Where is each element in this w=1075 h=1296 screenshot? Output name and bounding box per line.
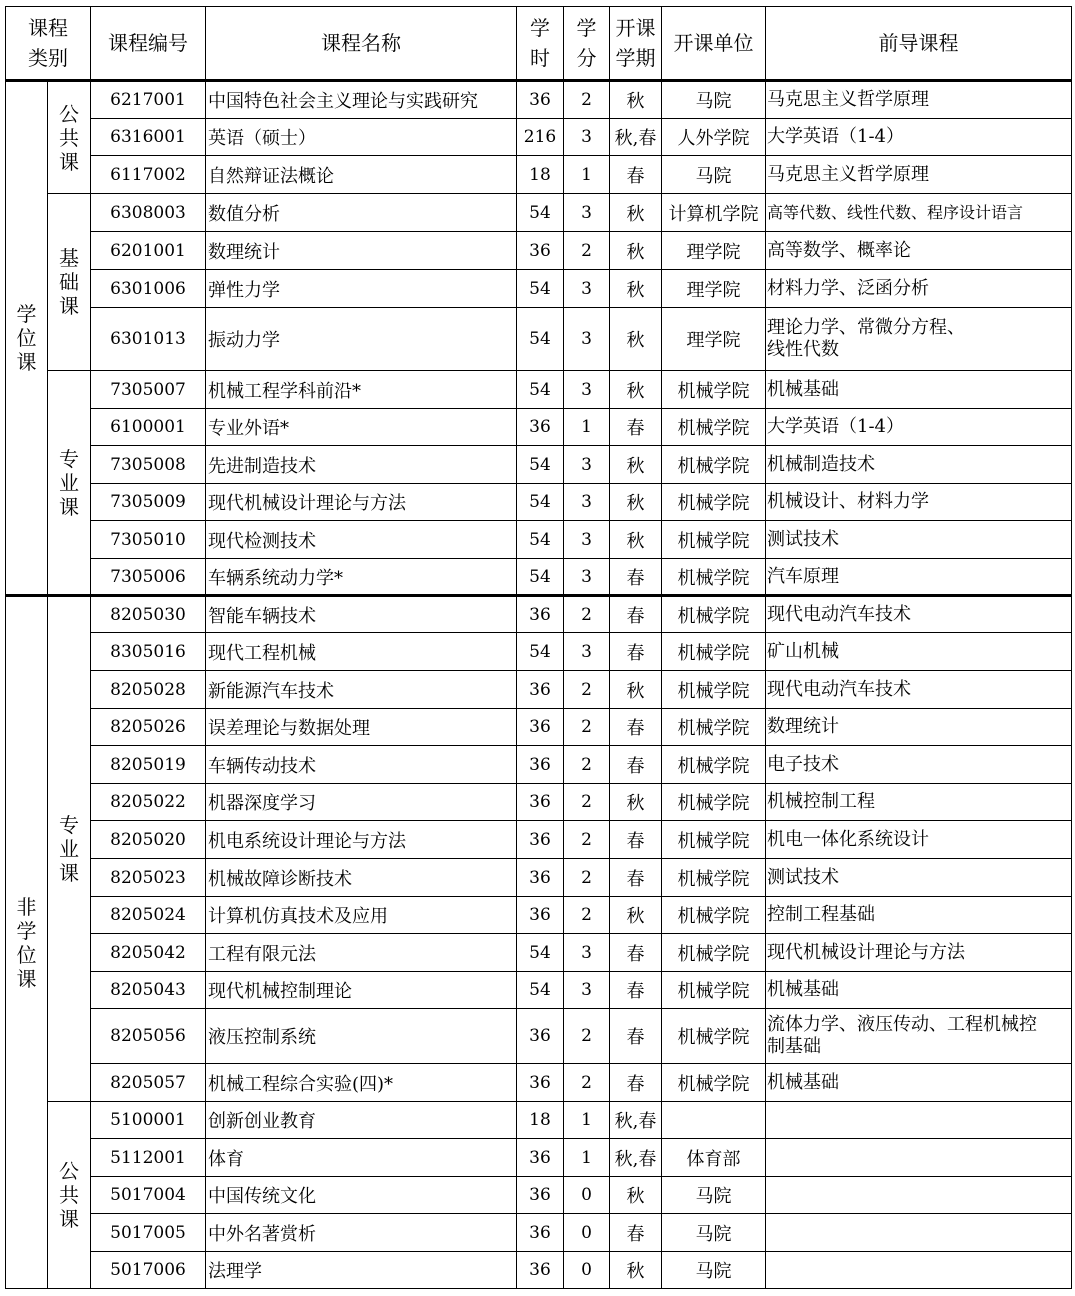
term-cell: 秋 [610,484,662,521]
course-code-cell: 8205042 [91,934,206,972]
course-name-cell: 误差理论与数据处理 [206,709,517,746]
credits-cell: 3 [564,484,610,521]
prereq-cell: 测试技术 [766,859,1072,897]
unit-cell: 机械学院 [662,633,766,671]
table-row [6,784,1072,821]
subcategory-major-degree-label: 专业课 [59,446,79,519]
credits-cell: 3 [564,308,610,371]
table-row [6,746,1072,784]
unit-cell: 机械学院 [662,371,766,409]
term-cell: 春 [610,1009,662,1064]
course-name-cell: 英语（硕士） [206,119,517,156]
course-code-cell: 5112001 [91,1139,206,1177]
hours-cell: 54 [517,633,564,671]
prereq-line2: 线性代数 [767,339,839,360]
course-code-cell: 7305008 [91,446,206,484]
header-credits [564,7,610,81]
course-code-cell: 7305007 [91,371,206,409]
table-row [6,596,1072,633]
course-code-cell: 8205028 [91,671,206,709]
category-degree [6,81,48,596]
category-non-degree [6,596,48,1289]
hours-cell: 36 [517,784,564,821]
hours-cell: 54 [517,559,564,596]
credits-cell: 3 [564,521,610,559]
course-code-cell: 6301006 [91,270,206,308]
course-name-cell: 创新创业教育 [206,1102,517,1139]
header-code: 课程编号 [91,7,206,81]
course-code-cell: 8305016 [91,633,206,671]
prereq-cell [766,1009,1072,1064]
unit-cell: 机械学院 [662,1009,766,1064]
course-code-cell: 8205019 [91,746,206,784]
prereq-line2: 制基础 [767,1036,821,1057]
prereq-line1: 流体力学、液压传动、工程机械控 [767,1014,1037,1035]
hours-cell: 36 [517,1009,564,1064]
credits-cell: 2 [564,897,610,934]
header-category-line1: 课程 [28,16,68,40]
prereq-cell [766,1177,1072,1214]
course-code-cell: 6100001 [91,409,206,446]
prereq-cell [766,1214,1072,1252]
course-code-cell: 8205043 [91,972,206,1009]
prereq-cell: 马克思主义哲学原理 [766,156,1072,194]
header-hours-line2: 时 [530,46,550,70]
unit-cell: 机械学院 [662,934,766,972]
course-name-cell: 车辆传动技术 [206,746,517,784]
subcategory-public-degree-label: 公共课 [59,101,79,174]
course-code-cell: 8205023 [91,859,206,897]
course-name-cell: 现代机械设计理论与方法 [206,484,517,521]
header-credits-line2: 分 [576,46,597,70]
hours-cell: 54 [517,521,564,559]
course-code-cell: 7305009 [91,484,206,521]
hours-cell: 36 [517,1139,564,1177]
prereq-cell: 测试技术 [766,521,1072,559]
table-row [6,156,1072,194]
course-name-cell: 现代机械控制理论 [206,972,517,1009]
term-cell: 春 [610,709,662,746]
course-code-cell: 6301013 [91,308,206,371]
prereq-cell: 数理统计 [766,709,1072,746]
term-cell: 春 [610,934,662,972]
course-table-container [5,6,1072,1289]
term-cell: 秋 [610,232,662,270]
course-name-cell: 液压控制系统 [206,1009,517,1064]
prereq-cell: 电子技术 [766,746,1072,784]
subcategory-basic [48,194,91,371]
unit-cell: 机械学院 [662,521,766,559]
category-non-degree-label: 非学位课 [16,894,37,991]
unit-cell [662,1102,766,1139]
credits-cell: 3 [564,934,610,972]
course-code-cell: 7305010 [91,521,206,559]
credits-cell: 0 [564,1252,610,1289]
prereq-cell [766,1252,1072,1289]
prereq-cell: 高等代数、线性代数、程序设计语言 [766,194,1072,232]
course-name-cell: 专业外语* [206,409,517,446]
prereq-cell [766,1102,1072,1139]
unit-cell: 计算机学院 [662,194,766,232]
course-name-cell: 计算机仿真技术及应用 [206,897,517,934]
table-row [6,1252,1072,1289]
header-category-line2: 类别 [28,46,68,70]
prereq-cell: 现代电动汽车技术 [766,671,1072,709]
table-row [6,709,1072,746]
unit-cell: 机械学院 [662,859,766,897]
course-name-cell: 中国传统文化 [206,1177,517,1214]
term-cell: 秋 [610,270,662,308]
table-row [6,1009,1072,1064]
header-unit: 开课单位 [662,7,766,81]
unit-cell: 理学院 [662,232,766,270]
prereq-cell: 大学英语（1-4） [766,409,1072,446]
course-code-cell: 8205022 [91,784,206,821]
hours-cell: 54 [517,484,564,521]
table-row [6,371,1072,409]
credits-cell: 1 [564,409,610,446]
table-row [6,1214,1072,1252]
course-name-cell: 工程有限元法 [206,934,517,972]
unit-cell: 体育部 [662,1139,766,1177]
prereq-cell [766,308,1072,371]
course-code-cell: 5017005 [91,1214,206,1252]
credits-cell: 3 [564,119,610,156]
term-cell: 春 [610,559,662,596]
term-cell: 春 [610,409,662,446]
unit-cell: 机械学院 [662,972,766,1009]
unit-cell: 马院 [662,1214,766,1252]
hours-cell: 54 [517,308,564,371]
course-name-cell: 数值分析 [206,194,517,232]
hours-cell: 18 [517,156,564,194]
table-row [6,1177,1072,1214]
term-cell: 秋 [610,784,662,821]
table-row [6,1139,1072,1177]
unit-cell: 马院 [662,1252,766,1289]
header-row [6,7,1072,81]
unit-cell: 机械学院 [662,559,766,596]
hours-cell: 36 [517,859,564,897]
credits-cell: 2 [564,746,610,784]
unit-cell: 机械学院 [662,409,766,446]
header-name: 课程名称 [206,7,517,81]
hours-cell: 18 [517,1102,564,1139]
course-name-cell: 新能源汽车技术 [206,671,517,709]
table-row [6,409,1072,446]
subcategory-public-non-degree-label: 公共课 [59,1159,79,1231]
term-cell: 春 [610,859,662,897]
hours-cell: 36 [517,81,564,119]
header-hours-line1: 学 [530,16,550,40]
table-row [6,446,1072,484]
course-code-cell: 8205057 [91,1064,206,1102]
course-name-cell: 体育 [206,1139,517,1177]
hours-cell: 54 [517,972,564,1009]
prereq-cell: 控制工程基础 [766,897,1072,934]
credits-cell: 3 [564,633,610,671]
credits-cell: 1 [564,156,610,194]
credits-cell: 3 [564,194,610,232]
term-cell: 秋 [610,194,662,232]
course-code-cell: 6217001 [91,81,206,119]
prereq-line1: 理论力学、常微分方程、 [767,317,965,338]
prereq-cell: 材料力学、泛函分析 [766,270,1072,308]
prereq-cell: 机械基础 [766,972,1072,1009]
header-term-line1: 开课 [615,16,656,40]
header-hours [517,7,564,81]
table-row [6,934,1072,972]
table-row [6,559,1072,596]
term-cell: 春 [610,633,662,671]
term-cell: 秋 [610,81,662,119]
unit-cell: 马院 [662,1177,766,1214]
hours-cell: 36 [517,746,564,784]
term-cell: 秋,春 [610,1102,662,1139]
course-name-cell: 现代检测技术 [206,521,517,559]
term-cell: 秋 [610,1252,662,1289]
header-term-line2: 学期 [615,46,656,70]
table-row [6,821,1072,859]
course-code-cell: 8205026 [91,709,206,746]
hours-cell: 36 [517,1177,564,1214]
hours-cell: 36 [517,709,564,746]
course-name-cell: 机械故障诊断技术 [206,859,517,897]
credits-cell: 0 [564,1177,610,1214]
hours-cell: 36 [517,1214,564,1252]
prereq-cell: 大学英语（1-4） [766,119,1072,156]
term-cell: 秋,春 [610,119,662,156]
course-code-cell: 6201001 [91,232,206,270]
hours-cell: 54 [517,934,564,972]
prereq-cell: 汽车原理 [766,559,1072,596]
unit-cell: 马院 [662,81,766,119]
credits-cell: 2 [564,671,610,709]
course-code-cell: 5017006 [91,1252,206,1289]
table-row [6,633,1072,671]
hours-cell: 36 [517,897,564,934]
subcategory-major-non-degree-label: 专业课 [59,813,79,885]
hours-cell: 36 [517,596,564,633]
subcategory-public-degree [48,81,91,194]
course-name-cell: 中外名著赏析 [206,1214,517,1252]
hours-cell: 36 [517,821,564,859]
table-row [6,232,1072,270]
unit-cell: 机械学院 [662,821,766,859]
hours-cell: 36 [517,1064,564,1102]
prereq-cell: 机械控制工程 [766,784,1072,821]
credits-cell: 2 [564,709,610,746]
term-cell: 秋 [610,897,662,934]
table-row [6,1102,1072,1139]
unit-cell: 理学院 [662,270,766,308]
course-name-cell: 法理学 [206,1252,517,1289]
course-code-cell: 7305006 [91,559,206,596]
unit-cell: 机械学院 [662,746,766,784]
subcategory-major-degree [48,371,91,596]
course-code-cell: 8205020 [91,821,206,859]
term-cell: 秋 [610,521,662,559]
course-name-cell: 车辆系统动力学* [206,559,517,596]
term-cell: 春 [610,596,662,633]
subcategory-basic-label: 基础课 [59,246,79,318]
table-row [6,270,1072,308]
header-prereq: 前导课程 [766,7,1072,81]
hours-cell: 36 [517,1252,564,1289]
hours-cell: 54 [517,194,564,232]
hours-cell: 54 [517,270,564,308]
credits-cell: 3 [564,559,610,596]
subcategory-major-non-degree [48,596,91,1102]
credits-cell: 2 [564,1064,610,1102]
prereq-cell: 机械基础 [766,371,1072,409]
unit-cell: 理学院 [662,308,766,371]
category-degree-label: 学位课 [16,302,37,374]
prereq-cell: 马克思主义哲学原理 [766,81,1072,119]
unit-cell: 机械学院 [662,897,766,934]
hours-cell: 216 [517,119,564,156]
course-name-cell: 数理统计 [206,232,517,270]
credits-cell: 2 [564,232,610,270]
unit-cell: 机械学院 [662,784,766,821]
course-code-cell: 6117002 [91,156,206,194]
prereq-cell: 现代机械设计理论与方法 [766,934,1072,972]
course-code-cell: 6316001 [91,119,206,156]
credits-cell: 3 [564,972,610,1009]
table-row [6,859,1072,897]
term-cell: 春 [610,821,662,859]
credits-cell: 2 [564,596,610,633]
header-credits-line1: 学 [576,16,597,40]
course-name-cell: 机械工程综合实验(四)* [206,1064,517,1102]
table-row [6,972,1072,1009]
course-code-cell: 8205056 [91,1009,206,1064]
prereq-cell: 高等数学、概率论 [766,232,1072,270]
course-name-cell: 机电系统设计理论与方法 [206,821,517,859]
hours-cell: 36 [517,409,564,446]
term-cell: 秋,春 [610,1139,662,1177]
prereq-cell [766,1139,1072,1177]
table-row [6,308,1072,371]
table-row [6,671,1072,709]
prereq-cell: 机械设计、材料力学 [766,484,1072,521]
course-name-cell: 弹性力学 [206,270,517,308]
hours-cell: 36 [517,671,564,709]
unit-cell: 机械学院 [662,596,766,633]
unit-cell: 马院 [662,156,766,194]
credits-cell: 1 [564,1139,610,1177]
course-name-cell: 振动力学 [206,308,517,371]
credits-cell: 2 [564,784,610,821]
course-code-cell: 6308003 [91,194,206,232]
course-name-cell: 机械工程学科前沿* [206,371,517,409]
header-category [6,7,91,81]
term-cell: 秋 [610,1177,662,1214]
credits-cell: 2 [564,81,610,119]
term-cell: 秋 [610,371,662,409]
term-cell: 秋 [610,446,662,484]
table-row [6,521,1072,559]
table-row [6,119,1072,156]
term-cell: 秋 [610,308,662,371]
unit-cell: 机械学院 [662,484,766,521]
credits-cell: 3 [564,270,610,308]
credits-cell: 2 [564,1009,610,1064]
hours-cell: 54 [517,371,564,409]
credits-cell: 0 [564,1214,610,1252]
table-row [6,194,1072,232]
course-code-cell: 5017004 [91,1177,206,1214]
credits-cell: 1 [564,1102,610,1139]
credits-cell: 2 [564,859,610,897]
course-code-cell: 5100001 [91,1102,206,1139]
prereq-cell: 现代电动汽车技术 [766,596,1072,633]
course-table-body [6,81,1072,1289]
subcategory-public-non-degree [48,1102,91,1289]
prereq-cell: 机械基础 [766,1064,1072,1102]
term-cell: 春 [610,156,662,194]
course-name-cell: 智能车辆技术 [206,596,517,633]
credits-cell: 3 [564,371,610,409]
credits-cell: 3 [564,446,610,484]
unit-cell: 人外学院 [662,119,766,156]
unit-cell: 机械学院 [662,1064,766,1102]
term-cell: 春 [610,746,662,784]
unit-cell: 机械学院 [662,446,766,484]
course-code-cell: 8205024 [91,897,206,934]
table-row [6,1064,1072,1102]
term-cell: 春 [610,1064,662,1102]
header-term [610,7,662,81]
table-row [6,81,1072,119]
prereq-cell: 矿山机械 [766,633,1072,671]
term-cell: 春 [610,972,662,1009]
course-name-cell: 自然辩证法概论 [206,156,517,194]
course-name-cell: 中国特色社会主义理论与实践研究 [206,81,517,119]
course-name-cell: 现代工程机械 [206,633,517,671]
course-table [5,6,1072,1289]
course-name-cell: 机器深度学习 [206,784,517,821]
credits-cell: 2 [564,821,610,859]
prereq-cell: 机械制造技术 [766,446,1072,484]
prereq-cell: 机电一体化系统设计 [766,821,1072,859]
course-name-cell: 先进制造技术 [206,446,517,484]
hours-cell: 54 [517,446,564,484]
table-row [6,484,1072,521]
term-cell: 春 [610,1214,662,1252]
term-cell: 秋 [610,671,662,709]
course-code-cell: 8205030 [91,596,206,633]
hours-cell: 36 [517,232,564,270]
table-row [6,897,1072,934]
unit-cell: 机械学院 [662,671,766,709]
unit-cell: 机械学院 [662,709,766,746]
